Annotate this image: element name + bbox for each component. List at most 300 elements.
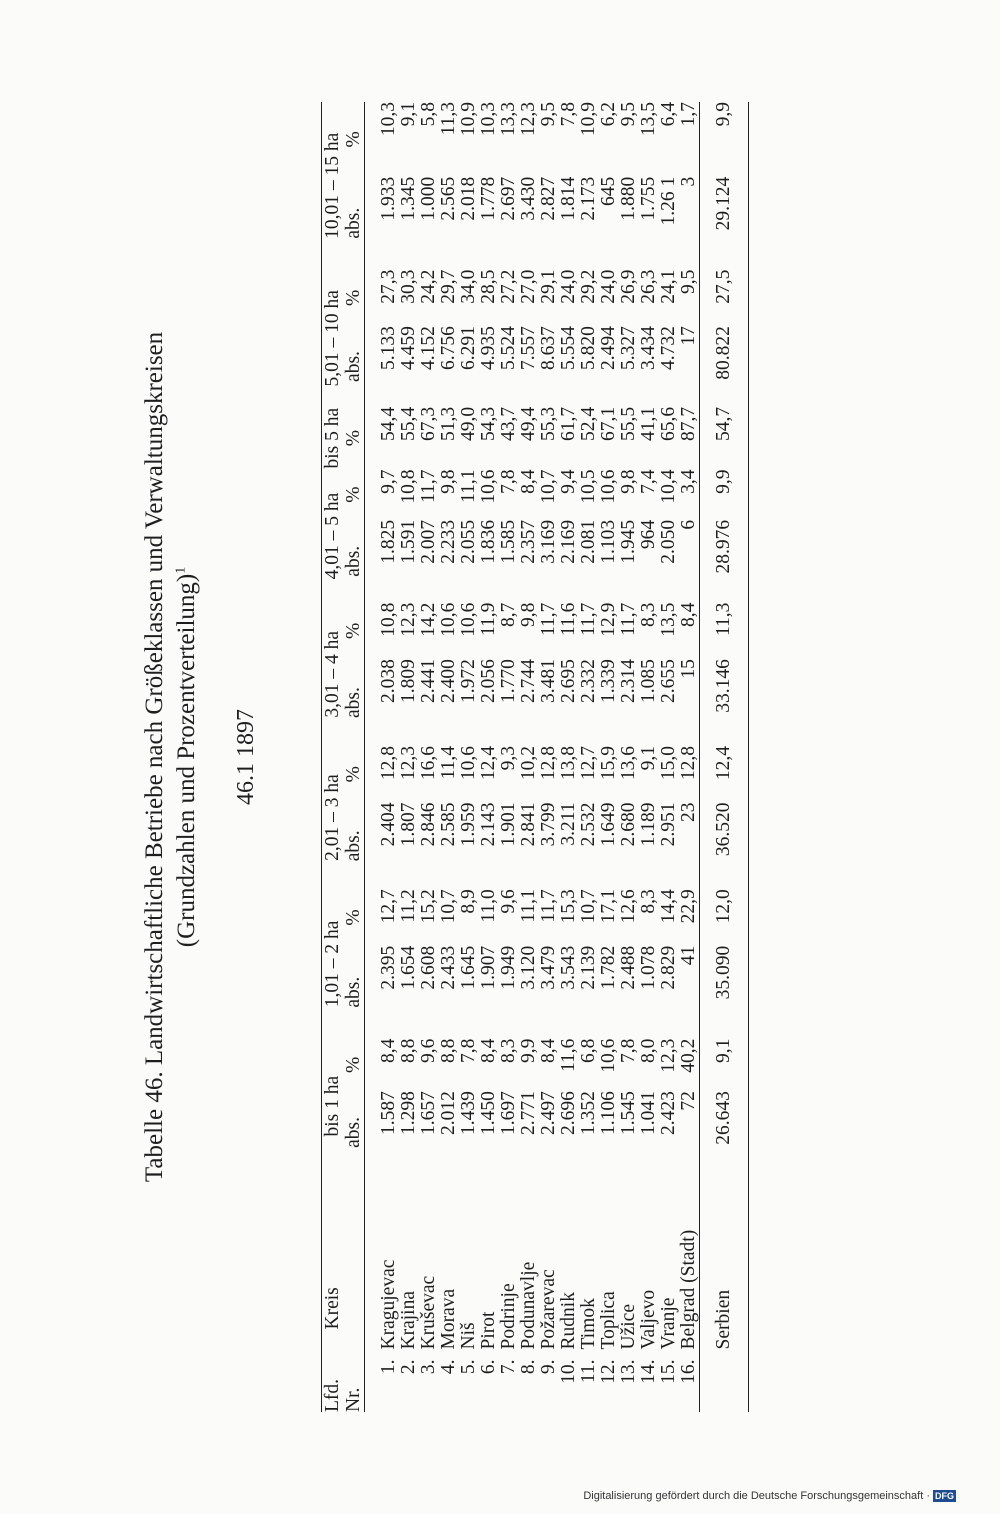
cell: 9,8: [618, 469, 639, 494]
cell: 12,4: [713, 745, 734, 781]
cell: 2.655: [658, 659, 679, 704]
cell: 12,3: [518, 102, 539, 137]
cell: 2.018: [458, 176, 479, 221]
cell: 15,9: [598, 745, 619, 781]
cell: 9,9: [713, 102, 734, 127]
footer-text: Digitalisierung gefördert durch die Deutsche Forschungsgemeinschaft ·: [583, 1490, 930, 1502]
cell: 28,5: [478, 269, 499, 304]
row-number: 14.: [638, 1359, 659, 1384]
cell: 1.697: [498, 1091, 519, 1135]
cell: 1.755: [638, 176, 659, 221]
header-abs: abs.: [343, 207, 364, 239]
cell: 3.434: [638, 326, 659, 371]
cell: 9,9: [518, 1038, 539, 1063]
cell: 3.481: [538, 659, 559, 704]
cell: 1.298: [398, 1091, 419, 1135]
cell: 1.103: [598, 519, 619, 564]
cell: 15: [678, 659, 699, 679]
cell: 2.744: [518, 659, 539, 704]
cell: 1.770: [498, 659, 519, 704]
digitization-footer: [583, 1490, 956, 1502]
group-header: 2,01 – 3 ha: [322, 746, 344, 889]
cell: 1.439: [458, 1091, 479, 1135]
cell: 12,7: [378, 889, 399, 924]
kreis-name: Podunavlje: [518, 1261, 539, 1350]
header-abs: abs.: [343, 545, 364, 577]
row-number: 7.: [498, 1359, 519, 1375]
cell: 8,3: [638, 602, 659, 628]
kreis-name: Belgrad (Stadt): [678, 1229, 699, 1350]
header-pct: %: [343, 766, 364, 783]
cell: 27,5: [713, 269, 734, 304]
cell: 1.085: [638, 659, 659, 704]
cell: 54,3: [478, 406, 499, 441]
cell: 29,7: [438, 269, 459, 304]
cell: 54,7: [713, 406, 734, 441]
cell: 1.078: [638, 945, 659, 990]
cell: 13,8: [558, 745, 579, 781]
cell: 17,1: [598, 889, 619, 924]
header-pct: %: [343, 131, 364, 148]
cell: 7,8: [458, 1038, 479, 1063]
cell: 9,4: [558, 469, 579, 494]
group-header: 5,01 – 10 ha: [322, 270, 344, 407]
cell: 24,1: [658, 269, 679, 304]
cell: 2.441: [418, 659, 439, 704]
cell: 2.050: [658, 519, 679, 564]
cell: 9,8: [518, 602, 539, 628]
cell: 13,5: [658, 602, 679, 637]
cell: 6,8: [578, 1038, 599, 1063]
row-number: 1.: [378, 1359, 399, 1375]
cell: 10,5: [578, 469, 599, 504]
cell: 2.951: [658, 802, 679, 847]
kreis-name: Kragujevac: [378, 1259, 399, 1350]
cell: 10,6: [478, 469, 499, 504]
cell: 10,6: [438, 602, 459, 637]
cell: 33.146: [713, 659, 734, 713]
cell: 15,3: [558, 889, 579, 924]
cell: 1,7: [678, 102, 699, 127]
cell: 2.680: [618, 802, 639, 847]
cell: 12,9: [598, 602, 619, 637]
kreis-name: Vranje: [658, 1297, 679, 1350]
cell: 4.732: [658, 326, 679, 371]
table-row: [639, 102, 659, 1412]
header-abs: abs.: [343, 351, 364, 382]
cell: 10,2: [518, 745, 539, 781]
cell: 8,3: [638, 889, 659, 914]
cell: 2.695: [558, 659, 579, 704]
cell: 29,2: [578, 269, 599, 304]
cell: 1.041: [638, 1091, 659, 1135]
row-number: 4.: [438, 1359, 459, 1375]
cell: 12,3: [398, 602, 419, 637]
cell: 2.173: [578, 176, 599, 221]
cell: 61,7: [558, 406, 579, 441]
cell: 10,3: [478, 102, 499, 137]
cell: 1.352: [578, 1091, 599, 1135]
kreis-name: Niš: [458, 1322, 479, 1350]
kreis-name: Pirot: [478, 1311, 499, 1350]
dfg-logo: DFG: [935, 1491, 954, 1501]
kreis-name: Kruševac: [418, 1275, 439, 1350]
table-row: [519, 102, 539, 1412]
table-subtitle: (Grundzahlen und Prozentverteilung)$^1$: [173, 566, 200, 948]
cell: 11,7: [538, 889, 559, 923]
cell: 1.809: [398, 659, 419, 704]
cell: 12,8: [538, 745, 559, 781]
cell: 1.933: [378, 176, 399, 221]
table-row: [539, 102, 559, 1412]
cell: 1.545: [618, 1091, 639, 1135]
cell: 8,7: [498, 602, 519, 628]
cell: 11,7: [618, 602, 639, 637]
cell: 9,9: [713, 469, 734, 494]
cell: 6.291: [458, 326, 479, 371]
cell: 24,2: [418, 269, 439, 304]
cell: 8,4: [378, 1038, 399, 1063]
cell: 2.081: [578, 519, 599, 564]
cell: 2.404: [378, 802, 399, 847]
header-pct: %: [343, 430, 364, 447]
cell: 12,7: [578, 745, 599, 781]
cell: 27,0: [518, 269, 539, 304]
cell: 11,7: [578, 602, 599, 637]
cell: 2.055: [458, 519, 479, 564]
total-label: Serbien: [713, 1289, 734, 1350]
cell: 4.152: [418, 326, 439, 371]
cell: 3.120: [518, 945, 539, 990]
cell: 2.697: [498, 176, 519, 221]
header-abs: abs.: [343, 976, 364, 1008]
cell: 7,8: [498, 469, 519, 494]
cell: 2.056: [478, 659, 499, 704]
cell: 11,7: [418, 469, 439, 503]
cell: 52,4: [578, 406, 599, 441]
cell: 72: [678, 1091, 699, 1111]
cell: 10,8: [398, 469, 419, 504]
cell: 2.012: [438, 1091, 459, 1135]
cell: 1.825: [378, 519, 399, 564]
cell: 27,2: [498, 269, 519, 304]
header-abs: abs.: [343, 830, 364, 862]
cell: 12,8: [678, 745, 699, 781]
cell: 8,4: [538, 1038, 559, 1063]
cell: 1.972: [458, 659, 479, 704]
header-kreis: Kreis: [322, 1174, 344, 1354]
group-header: 4,01 – 5 ha: [322, 469, 344, 602]
cell: 9,6: [418, 1038, 439, 1063]
cell: 1.649: [598, 802, 619, 847]
cell: 55,3: [538, 406, 559, 441]
cell: 12,3: [658, 1038, 679, 1073]
cell: 9,6: [498, 889, 519, 914]
cell: 2.038: [378, 659, 399, 704]
cell: 67,1: [598, 406, 619, 441]
cell: 8,0: [638, 1038, 659, 1063]
cell: 1.880: [618, 176, 639, 221]
cell: 1.949: [498, 945, 519, 990]
cell: 6.756: [438, 326, 459, 371]
cell: 23: [678, 802, 699, 822]
cell: 12,8: [378, 745, 399, 781]
cell: 10,9: [578, 102, 599, 137]
cell: 2.400: [438, 659, 459, 704]
cell: 10,6: [598, 1038, 619, 1073]
row-number: 16.: [678, 1359, 699, 1384]
cell: 11,9: [478, 602, 499, 637]
cell: 24,0: [598, 269, 619, 304]
footnote-mark: 1: [173, 566, 189, 574]
group-header: 3,01 – 4 ha: [322, 603, 344, 746]
section-heading: 46.1 1897: [233, 709, 259, 805]
header-pct: %: [343, 909, 364, 926]
cell: 11,7: [538, 602, 559, 637]
cell: 2.488: [618, 945, 639, 990]
table-row: [619, 102, 639, 1412]
cell: 12,4: [478, 745, 499, 781]
cell: 1.450: [478, 1091, 499, 1135]
cell: 4.459: [398, 326, 419, 371]
cell: 26,9: [618, 269, 639, 304]
cell: 9,5: [678, 269, 699, 294]
cell: 2.494: [598, 326, 619, 371]
cell: 5.133: [378, 326, 399, 371]
cell: 11,3: [438, 102, 459, 136]
cell: 2.143: [478, 802, 499, 847]
cell: 1.959: [458, 802, 479, 847]
group-header: 10,01 – 15 ha: [322, 102, 344, 270]
cell: 6,4: [658, 102, 679, 127]
cell: 55,5: [618, 406, 639, 441]
table-row: [599, 102, 619, 1412]
row-number: 15.: [658, 1359, 679, 1384]
cell: 2.846: [418, 802, 439, 847]
cell: 22,9: [678, 889, 699, 924]
cell: 1.782: [598, 945, 619, 990]
cell: 11,1: [458, 469, 479, 503]
total-row: [714, 102, 734, 1412]
cell: 43,7: [498, 406, 519, 441]
cell: 9,7: [378, 469, 399, 494]
row-number: 9.: [538, 1359, 559, 1375]
cell: 17: [678, 326, 699, 346]
cell: 41: [678, 945, 699, 966]
row-number: 10.: [558, 1359, 579, 1384]
cell: 2.608: [418, 945, 439, 990]
kreis-name: Krajina: [398, 1290, 419, 1350]
cell: 2.007: [418, 519, 439, 564]
cell: 9,8: [438, 469, 459, 494]
kreis-name: Valjevo: [638, 1289, 659, 1350]
cell: 1.807: [398, 802, 419, 847]
cell: 49,4: [518, 406, 539, 441]
cell: 36.520: [713, 802, 734, 857]
cell: 8,3: [498, 1038, 519, 1063]
kreis-name: Požarevac: [538, 1269, 559, 1350]
cell: 67,3: [418, 406, 439, 441]
table-row: [659, 102, 679, 1412]
cell: 2.314: [618, 659, 639, 704]
cell: 2.169: [558, 519, 579, 564]
cell: 8,8: [438, 1038, 459, 1063]
row-number: 11.: [578, 1359, 599, 1384]
cell: 2.423: [658, 1091, 679, 1135]
cell: 1.836: [478, 519, 499, 564]
cell: 2.829: [658, 945, 679, 990]
header-lfd: Lfd.: [322, 1353, 344, 1412]
cell: 65,6: [658, 406, 679, 441]
header-abs: abs.: [343, 1117, 364, 1148]
cell: 3.430: [518, 176, 539, 221]
cell: 2.585: [438, 802, 459, 847]
cell: 1.901: [498, 802, 519, 847]
data-table: [321, 102, 751, 1412]
cell: 13,3: [498, 102, 519, 137]
cell: 6: [678, 519, 699, 530]
cell: 9,5: [538, 102, 559, 127]
cell: 11,0: [478, 889, 499, 923]
cell: 2.139: [578, 945, 599, 990]
cell: 40,2: [678, 1038, 699, 1073]
cell: 8.637: [538, 326, 559, 371]
cell: 3: [678, 176, 699, 187]
table-row: [579, 102, 599, 1412]
cell: 1.26 1: [658, 176, 679, 226]
table-title: Tabelle 46. Landwirtschaftliche Betriebe nach Größeklassen und Verwaltungskreisen: [141, 331, 168, 1183]
cell: 12,3: [398, 745, 419, 781]
cell: 2.696: [558, 1091, 579, 1135]
row-number: 8.: [518, 1359, 539, 1375]
cell: 30,3: [398, 269, 419, 304]
cell: 1.945: [618, 519, 639, 564]
cell: 2.332: [578, 659, 599, 704]
kreis-name: Užice: [618, 1304, 639, 1350]
cell: 11,1: [518, 889, 539, 923]
kreis-name: Timok: [578, 1298, 599, 1350]
cell: 29,1: [538, 269, 559, 304]
cell: 34,0: [458, 269, 479, 304]
table-row: [439, 102, 459, 1412]
cell: 26.643: [713, 1091, 734, 1145]
cell: 10,7: [538, 469, 559, 504]
cell: 3.211: [558, 802, 579, 846]
cell: 1.591: [398, 519, 419, 564]
cell: 5,8: [418, 102, 439, 127]
row-number: 6.: [478, 1359, 499, 1375]
kreis-name: Podrinje: [498, 1283, 519, 1350]
cell: 5.327: [618, 326, 639, 371]
cell: 80.822: [713, 326, 734, 380]
cell: 10,3: [378, 102, 399, 137]
cell: 11,6: [558, 602, 579, 637]
table-row: [479, 102, 499, 1412]
kreis-name: Rudnik: [558, 1292, 579, 1350]
cell: 15,0: [658, 745, 679, 781]
row-number: 5.: [458, 1359, 479, 1375]
cell: 87,7: [678, 406, 699, 441]
cell: 41,1: [638, 406, 659, 441]
cell: 2.497: [538, 1091, 559, 1135]
cell: 11,6: [558, 1038, 579, 1072]
cell: 1.657: [418, 1091, 439, 1135]
cell: 10,6: [458, 745, 479, 781]
cell: 10,7: [438, 889, 459, 924]
header-nr: Nr.: [343, 1387, 364, 1412]
cell: 2.771: [518, 1091, 539, 1135]
cell: 14,2: [418, 602, 439, 637]
cell: 11,3: [713, 602, 734, 637]
rotated-page: [135, 102, 865, 1412]
cell: 10,7: [578, 889, 599, 924]
table-row: [499, 102, 519, 1412]
cell: 10,4: [658, 469, 679, 504]
table-row: [459, 102, 479, 1412]
cell: 7,4: [638, 469, 659, 494]
cell: 15,2: [418, 889, 439, 924]
cell: 26,3: [638, 269, 659, 304]
cell: 1.345: [398, 176, 419, 221]
cell: 4.935: [478, 326, 499, 371]
cell: 54,4: [378, 406, 399, 441]
cell: 49,0: [458, 406, 479, 441]
cell: 28.976: [713, 519, 734, 574]
cell: 9,1: [638, 745, 659, 771]
cell: 8,4: [518, 469, 539, 494]
cell: 9,5: [618, 102, 639, 127]
kreis-name: Morava: [438, 1288, 459, 1350]
header-abs: abs.: [343, 687, 364, 718]
cell: 3.799: [538, 802, 559, 847]
cell: 7.557: [518, 326, 539, 371]
row-number: 12.: [598, 1359, 619, 1384]
cell: 12,0: [713, 889, 734, 924]
cell: 1.106: [598, 1091, 619, 1135]
cell: 2.827: [538, 176, 559, 221]
cell: 7,8: [558, 102, 579, 127]
cell: 13,6: [618, 745, 639, 781]
cell: 3.169: [538, 519, 559, 564]
table-row: [399, 102, 419, 1412]
cell: 14,4: [658, 889, 679, 924]
kreis-name: Toplica: [598, 1291, 619, 1350]
group-header: bis 1 ha: [322, 1039, 344, 1174]
cell: 1.587: [378, 1091, 399, 1135]
cell: 6,2: [598, 102, 619, 127]
cell: 35.090: [713, 945, 734, 1000]
cell: 964: [638, 519, 659, 550]
cell: 1.814: [558, 176, 579, 221]
cell: 13,5: [638, 102, 659, 137]
table-row: [679, 102, 700, 1412]
group-header: bis 5 ha: [322, 407, 343, 469]
cell: 8,4: [478, 1038, 499, 1063]
cell: 1.645: [458, 945, 479, 990]
cell: 1.907: [478, 945, 499, 990]
cell: 10,6: [598, 469, 619, 504]
table-row: [559, 102, 579, 1412]
cell: 29.124: [713, 176, 734, 231]
cell: 5.554: [558, 326, 579, 371]
cell: 3,4: [678, 469, 699, 494]
cell: 1.778: [478, 176, 499, 221]
cell: 11,2: [398, 889, 419, 923]
row-number: 3.: [418, 1359, 439, 1375]
cell: 5.820: [578, 326, 599, 371]
cell: 1.339: [598, 659, 619, 704]
cell: 645: [598, 176, 619, 207]
